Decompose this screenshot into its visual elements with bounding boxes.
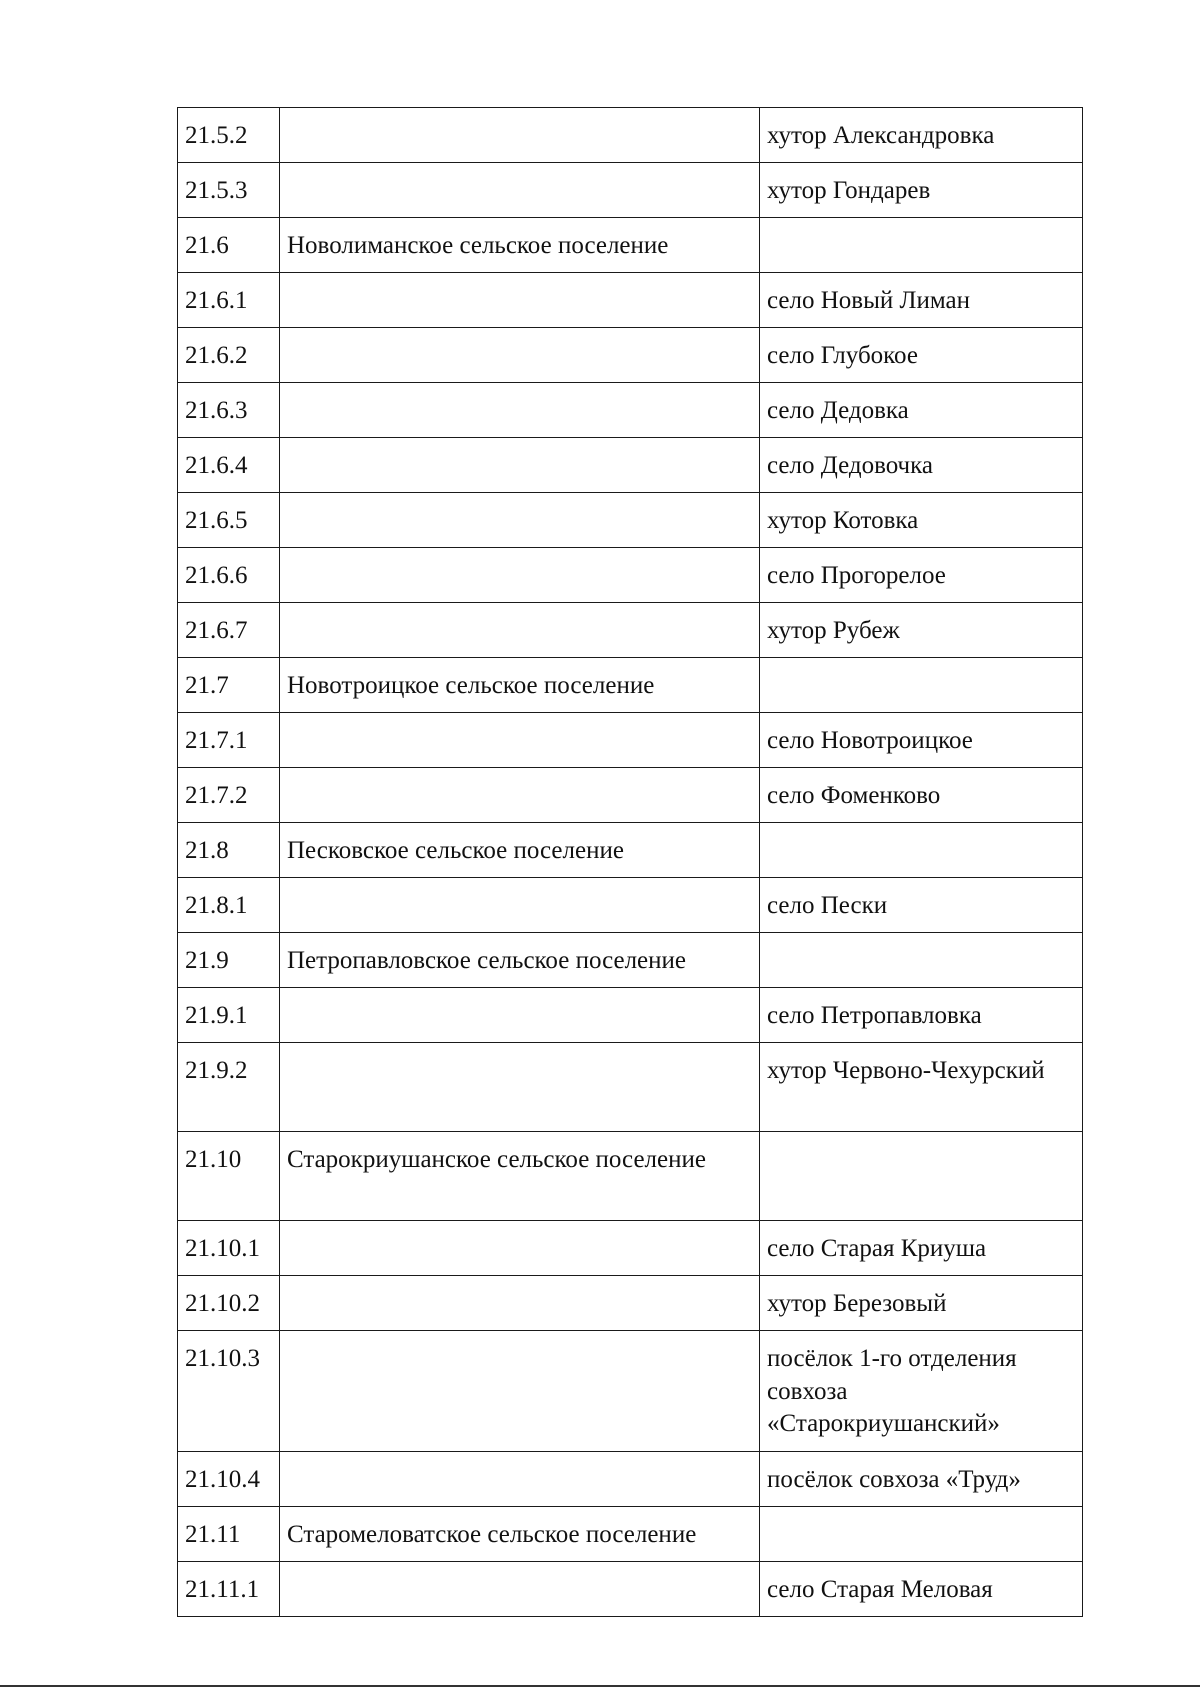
row-number: 21.11.1 bbox=[178, 1562, 280, 1617]
row-number: 21.9.2 bbox=[178, 1043, 280, 1132]
settlement-name: Песковское сельское поселение bbox=[280, 823, 760, 878]
row-number: 21.7.1 bbox=[178, 713, 280, 768]
settlement-name bbox=[280, 1276, 760, 1331]
locality-name: село Старая Меловая bbox=[760, 1562, 1083, 1617]
row-number: 21.10.4 bbox=[178, 1452, 280, 1507]
locality-name: посёлок совхоза «Труд» bbox=[760, 1452, 1083, 1507]
table-row bbox=[178, 1507, 1083, 1562]
locality-name bbox=[760, 1132, 1083, 1221]
locality-name: село Старая Криуша bbox=[760, 1221, 1083, 1276]
locality-name: хутор Рубеж bbox=[760, 603, 1083, 658]
settlement-name: Старомеловатское сельское поселение bbox=[280, 1507, 760, 1562]
page-bottom-rule bbox=[0, 1685, 1200, 1687]
table-row bbox=[178, 1043, 1083, 1132]
table-row bbox=[178, 383, 1083, 438]
settlement-name bbox=[280, 878, 760, 933]
settlement-name: Петропавловское сельское поселение bbox=[280, 933, 760, 988]
table-row bbox=[178, 1331, 1083, 1452]
table-row bbox=[178, 163, 1083, 218]
row-number: 21.10.1 bbox=[178, 1221, 280, 1276]
row-number: 21.6.1 bbox=[178, 273, 280, 328]
table-row bbox=[178, 933, 1083, 988]
settlement-name: Новотроицкое сельское поселение bbox=[280, 658, 760, 713]
settlement-name bbox=[280, 1043, 760, 1132]
settlement-name bbox=[280, 603, 760, 658]
settlement-name bbox=[280, 548, 760, 603]
table-row bbox=[178, 548, 1083, 603]
settlement-name bbox=[280, 163, 760, 218]
table-row bbox=[178, 1452, 1083, 1507]
locality-name: село Прогорелое bbox=[760, 548, 1083, 603]
settlement-name bbox=[280, 1221, 760, 1276]
row-number: 21.10 bbox=[178, 1132, 280, 1221]
settlement-name: Новолиманское сельское поселение bbox=[280, 218, 760, 273]
row-number: 21.6.3 bbox=[178, 383, 280, 438]
locality-name: село Новый Лиман bbox=[760, 273, 1083, 328]
locality-name: село Петропавловка bbox=[760, 988, 1083, 1043]
locality-name: хутор Гондарев bbox=[760, 163, 1083, 218]
row-number: 21.9 bbox=[178, 933, 280, 988]
settlement-name bbox=[280, 108, 760, 163]
locality-name bbox=[760, 658, 1083, 713]
row-number: 21.6.2 bbox=[178, 328, 280, 383]
table-row bbox=[178, 438, 1083, 493]
row-number: 21.10.3 bbox=[178, 1331, 280, 1452]
table-row bbox=[178, 603, 1083, 658]
table-row bbox=[178, 493, 1083, 548]
row-number: 21.6.4 bbox=[178, 438, 280, 493]
table-row bbox=[178, 328, 1083, 383]
locality-name bbox=[760, 218, 1083, 273]
settlement-name: Старокриушанское сельское поселение bbox=[280, 1132, 760, 1221]
table-row bbox=[178, 878, 1083, 933]
locality-name: село Дедовка bbox=[760, 383, 1083, 438]
table-row bbox=[178, 1132, 1083, 1221]
row-number: 21.10.2 bbox=[178, 1276, 280, 1331]
settlement-name bbox=[280, 328, 760, 383]
settlement-name bbox=[280, 1331, 760, 1452]
locality-name bbox=[760, 823, 1083, 878]
locality-name: посёлок 1-го отделения совхоза «Старокриушанский» bbox=[760, 1331, 1083, 1452]
table-row bbox=[178, 823, 1083, 878]
locality-name bbox=[760, 1507, 1083, 1562]
locality-name: село Глубокое bbox=[760, 328, 1083, 383]
row-number: 21.6.5 bbox=[178, 493, 280, 548]
locality-name: хутор Котовка bbox=[760, 493, 1083, 548]
row-number: 21.6.6 bbox=[178, 548, 280, 603]
table-row bbox=[178, 768, 1083, 823]
row-number: 21.6 bbox=[178, 218, 280, 273]
settlement-name bbox=[280, 768, 760, 823]
table-row bbox=[178, 218, 1083, 273]
settlement-name bbox=[280, 438, 760, 493]
row-number: 21.8 bbox=[178, 823, 280, 878]
locality-name: село Дедовочка bbox=[760, 438, 1083, 493]
row-number: 21.5.3 bbox=[178, 163, 280, 218]
row-number: 21.9.1 bbox=[178, 988, 280, 1043]
table-row bbox=[178, 1221, 1083, 1276]
table-row bbox=[178, 1562, 1083, 1617]
locality-name: село Новотроицкое bbox=[760, 713, 1083, 768]
settlement-name bbox=[280, 383, 760, 438]
locality-name: хутор Березовый bbox=[760, 1276, 1083, 1331]
row-number: 21.11 bbox=[178, 1507, 280, 1562]
row-number: 21.7 bbox=[178, 658, 280, 713]
locality-name: село Пески bbox=[760, 878, 1083, 933]
row-number: 21.8.1 bbox=[178, 878, 280, 933]
settlement-name bbox=[280, 988, 760, 1043]
locality-name: хутор Червоно-Чехурский bbox=[760, 1043, 1083, 1132]
table-row bbox=[178, 108, 1083, 163]
row-number: 21.7.2 bbox=[178, 768, 280, 823]
locality-name: село Фоменково bbox=[760, 768, 1083, 823]
settlements-table bbox=[177, 107, 1083, 1617]
settlement-name bbox=[280, 273, 760, 328]
table-row bbox=[178, 988, 1083, 1043]
table-row bbox=[178, 713, 1083, 768]
table-row bbox=[178, 1276, 1083, 1331]
locality-name bbox=[760, 933, 1083, 988]
table-row bbox=[178, 273, 1083, 328]
locality-name: хутор Александровка bbox=[760, 108, 1083, 163]
row-number: 21.6.7 bbox=[178, 603, 280, 658]
table-row bbox=[178, 658, 1083, 713]
row-number: 21.5.2 bbox=[178, 108, 280, 163]
settlement-name bbox=[280, 1562, 760, 1617]
settlement-name bbox=[280, 1452, 760, 1507]
settlement-name bbox=[280, 493, 760, 548]
settlement-name bbox=[280, 713, 760, 768]
